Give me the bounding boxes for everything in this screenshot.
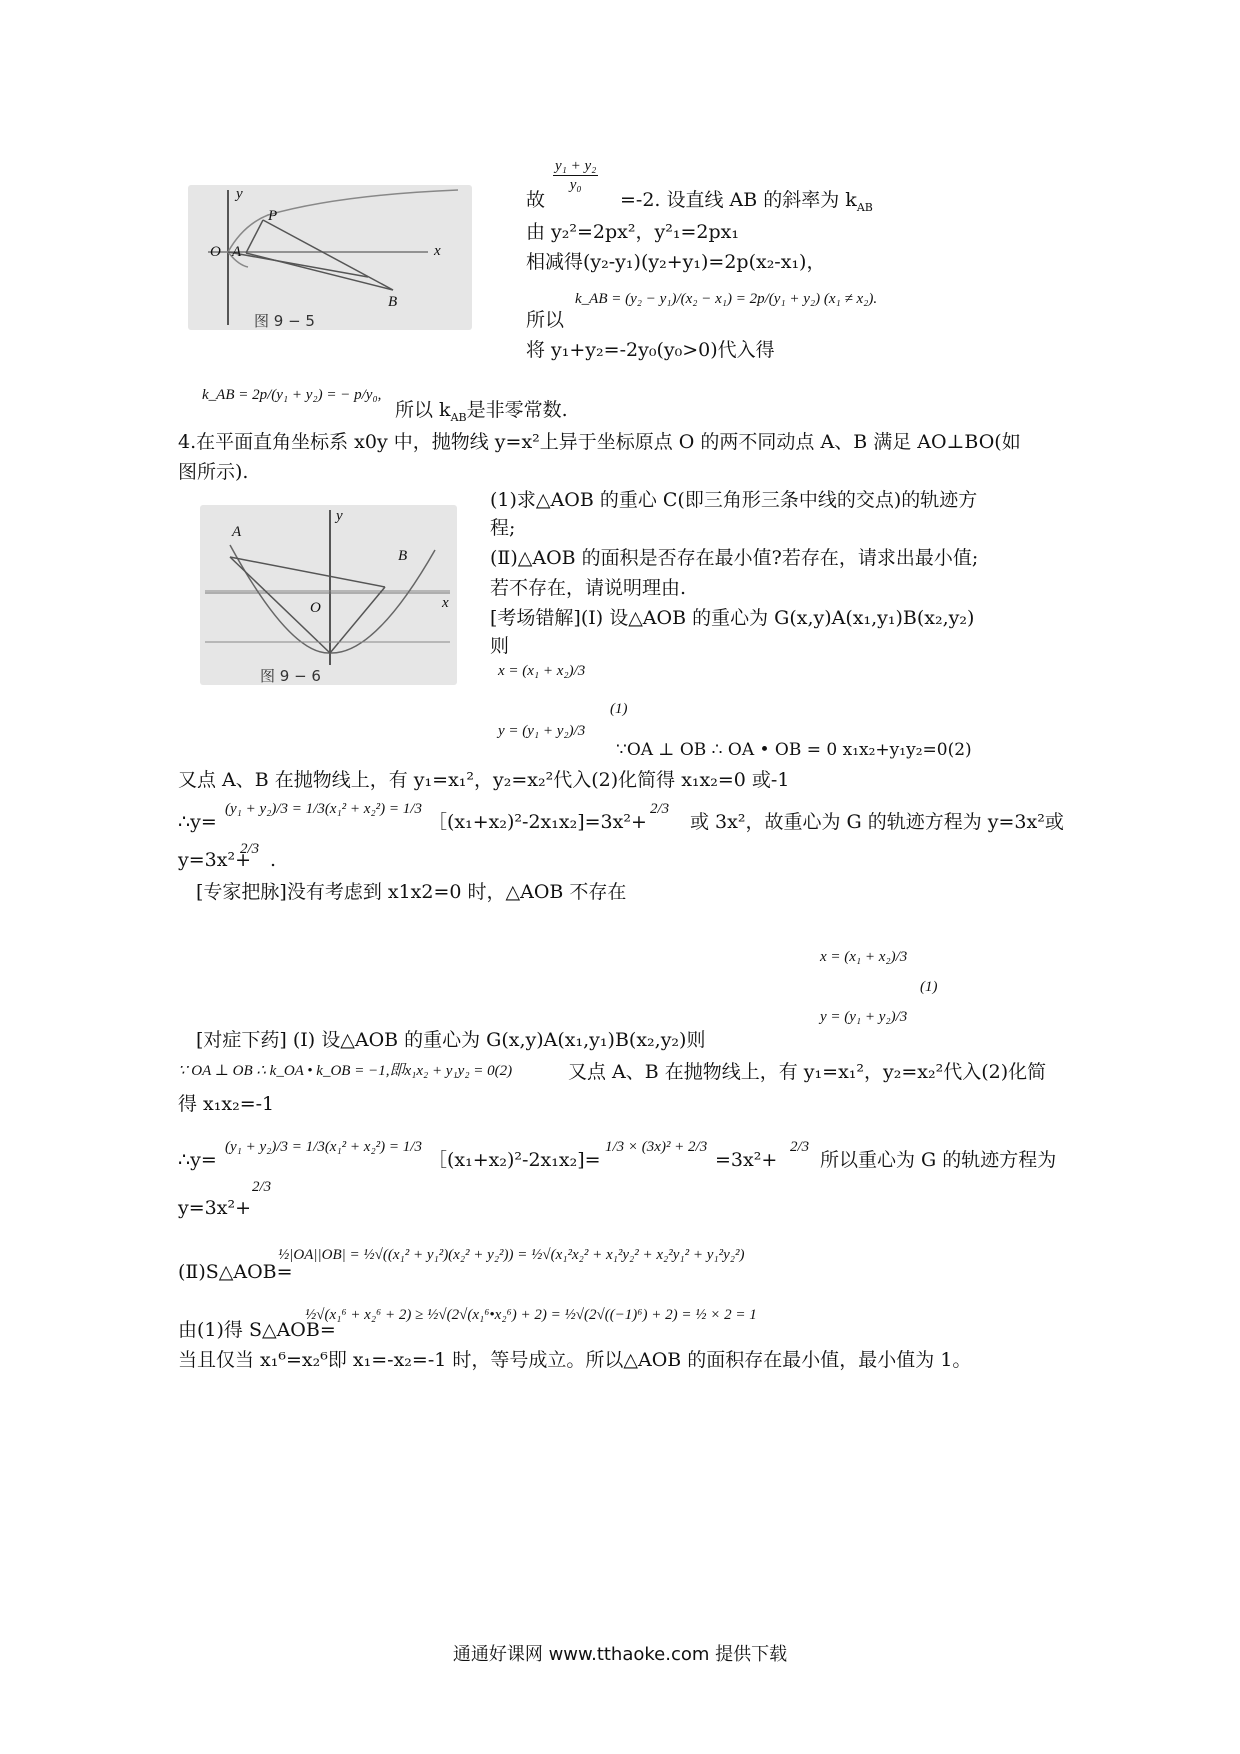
kab-formula: k_AB = (y₂ − y₁)/(x₂ − x₁) = 2p/(y₁ + y₂) (x₁ ≠ x₂). — [575, 291, 878, 307]
sol-line-3-two-thirds: 2/3 — [240, 841, 260, 857]
cure-line-2-text: 又点 A、B 在抛物线上，有 y₁=x₁²，y₂=x₂²代入(2)化简 — [568, 1061, 1047, 1083]
cure-line-5-two-thirds: 2/3 — [252, 1179, 272, 1195]
fig1-label-y: y — [236, 186, 243, 202]
cure-line-4-end: 所以重心为 G 的轨迹方程为 — [820, 1149, 1057, 1171]
fig2-label-a: A — [232, 524, 242, 540]
b1-line4: 所以 — [526, 309, 565, 331]
fig1-label-a: A — [232, 244, 242, 260]
fig2-label-y: y — [336, 508, 343, 524]
problem4-line2: 图所示). — [178, 461, 249, 483]
cure-line-4-times: 1/3 × (3x)² + 2/3 — [605, 1139, 708, 1155]
kab-result-formula: k_AB = 2p/(y₁ + y₂) = − p/y₀, — [202, 387, 382, 403]
cure-system-y: y = (y₁ + y₂)/3 — [820, 1009, 908, 1025]
cure-line-4-post: =3x²+ — [715, 1149, 778, 1171]
problem4-line1: 4.在平面直角坐标系 x0y 中，抛物线 y=x²上异于坐标原点 O 的两不同动点 A、B 满足 AO⊥BO(如 — [178, 431, 1021, 453]
fig2-label-o: O — [310, 600, 321, 616]
b1-line1-suffix: =-2. 设直线 AB 的斜率为 $k_{AB}$ — [620, 189, 873, 214]
fig1-caption: 图 9 − 5 — [254, 312, 315, 330]
sol-line-3-end: . — [270, 849, 277, 871]
error-line-1: [考场错解](Ⅰ) 设△AOB 的重心为 G(x,y)A(x₁,y₁)B(x₂,y₂) — [490, 607, 975, 629]
ratio-denominator: y₀ — [569, 177, 582, 193]
sol-line-2-prefix: ∴y= — [178, 811, 217, 833]
ratio-fraction — [553, 157, 598, 194]
cure-line-4-two-thirds: 2/3 — [790, 1139, 810, 1155]
q1-line-a: (1)求△AOB 的重心 C(即三角形三条中线的交点)的轨迹方 — [490, 489, 978, 511]
fig2-label-x: x — [442, 595, 449, 611]
perp-condition: ∵OA ⊥ OB ∴ OA • OB = 0 x₁x₂+y₁y₂=0(2) — [616, 740, 972, 760]
fig1-label-p: P — [268, 208, 278, 224]
sol-line-2-mid: ［(x₁+x₂)²-2x₁x₂]=3x²+ — [428, 811, 647, 833]
fig1-label-o: O — [210, 244, 221, 260]
q1-line-b: 程; — [490, 517, 516, 539]
sol-line-2-expr: (y₁ + y₂)/3 = 1/3(x₁² + x₂²) = 1/3 — [225, 801, 422, 817]
b1-line5: 将 y₁+y₂=-2y₀(y₀>0)代入得 — [526, 339, 775, 361]
sol-line-3: y=3x²+ — [178, 849, 251, 871]
system-y: y = (y₁ + y₂)/3 — [498, 723, 586, 739]
fig2-caption: 图 9 − 6 — [260, 667, 321, 685]
ratio-numerator: y₁ + y₂ — [555, 158, 597, 174]
q2-line-b: 若不存在，请说明理由. — [490, 577, 687, 599]
sol-line-2-suffix: 或 3x²，故重心为 G 的轨迹方程为 y=3x²或 — [690, 811, 1064, 833]
b1-line1-prefix: 故 — [526, 189, 546, 211]
fig2-label-b: B — [398, 548, 408, 564]
b2-text: 所以 $k_{AB}$是非零常数. — [395, 399, 568, 424]
footer-credit: 通通好课网 www.tthaoke.com 提供下载 — [452, 1644, 788, 1665]
area-prefix: (Ⅱ)S△AOB= — [178, 1261, 293, 1283]
final-conclusion: 当且仅当 x₁⁶=x₂⁶即 x₁=-x₂=-1 时，等号成立。所以△AOB 的面积存在最小值，最小值为 1。 — [178, 1349, 972, 1371]
cure-line-2-math: ∵ OA ⊥ OB ∴ k_OA • k_OB = −1,即x₁x₂ + y₁y₂ = 0(2) — [178, 1063, 513, 1079]
sol-line-2-two-thirds: 2/3 — [650, 801, 670, 817]
expert-comment: [专家把脉]没有考虑到 x1x2=0 时，△AOB 不存在 — [196, 881, 627, 903]
figure-9-5 — [188, 185, 472, 330]
cure-line-4-mid: ［(x₁+x₂)²-2x₁x₂]= — [428, 1149, 601, 1171]
figure-9-6 — [200, 505, 457, 685]
fig1-label-x: x — [434, 243, 441, 259]
cure-line-4-expr: (y₁ + y₂)/3 = 1/3(x₁² + x₂²) = 1/3 — [225, 1139, 422, 1155]
sol-line-1: 又点 A、B 在抛物线上，有 y₁=x₁²，y₂=x₂²代入(2)化简得 x₁x₂=0 或-1 — [178, 769, 790, 791]
fig1-label-b: B — [388, 294, 398, 310]
figure-9-5-drawing — [188, 185, 472, 330]
cure-line-3: 得 x₁x₂=-1 — [178, 1093, 275, 1115]
q2-line-a: (Ⅱ)△AOB 的面积是否存在最小值?若存在，请求出最小值; — [490, 547, 979, 569]
system-x: x = (x₁ + x₂)/3 — [498, 663, 586, 679]
area2-formula: ½√(x₁⁶ + x₂⁶ + 2) ≥ ½√(2√(x₁⁶•x₂⁶) + 2) = ½√(2√((−1)⁶) + 2) = ½ × 2 = 1 — [305, 1307, 757, 1323]
area2-prefix: 由(1)得 S△AOB= — [178, 1319, 336, 1341]
b1-line2: 由 y₂²=2px²，y²₁=2px₁ — [526, 221, 739, 243]
cure-line-5: y=3x²+ — [178, 1197, 251, 1219]
cure-line-4-prefix: ∴y= — [178, 1149, 217, 1171]
cure-line-1: [对症下药] (Ⅰ) 设△AOB 的重心为 G(x,y)A(x₁,y₁)B(x₂,y₂)则 — [196, 1029, 706, 1051]
b1-line3: 相减得(y₂-y₁)(y₂+y₁)=2p(x₂-x₁)， — [526, 251, 826, 273]
cure-system-x: x = (x₁ + x₂)/3 — [820, 949, 908, 965]
error-line-2: 则 — [490, 635, 510, 657]
system-tag: (1) — [610, 701, 628, 717]
area-formula: ½|OA||OB| = ½√((x₁² + y₁²)(x₂² + y₂²)) = ½√(x₁²x₂² + x₁²y₂² + x₂²y₁² + y₁²y₂²) — [278, 1247, 745, 1263]
cure-system-tag: (1) — [920, 979, 938, 995]
